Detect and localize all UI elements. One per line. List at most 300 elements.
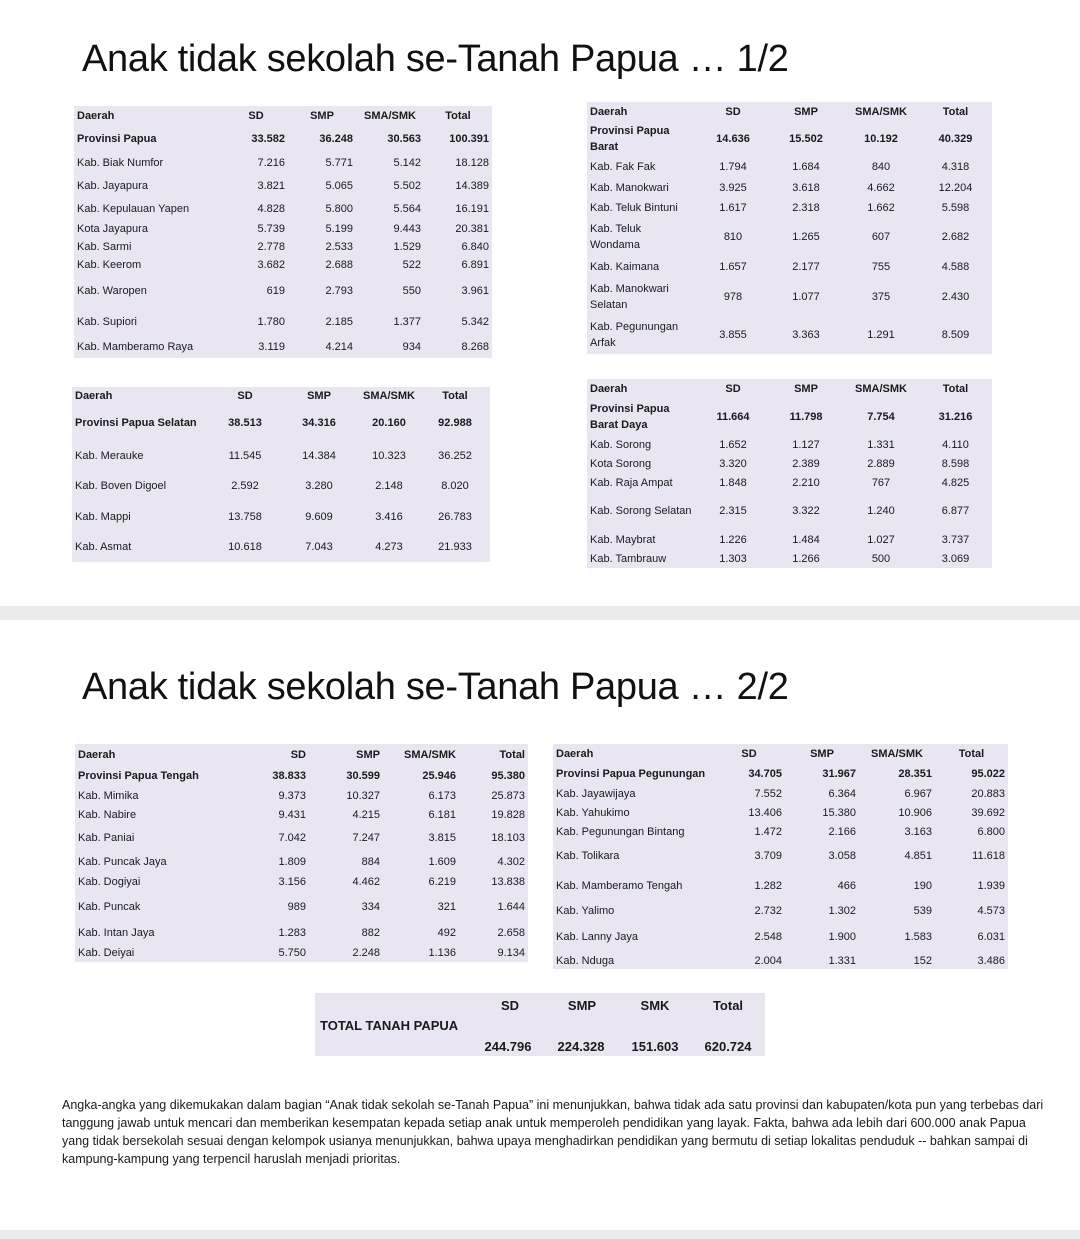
region-name-cell: Kab. Sorong Selatan <box>590 505 692 517</box>
column-header-sma-smk: SMA/SMK <box>404 749 456 761</box>
value-cell: 2.185 <box>325 316 353 328</box>
table-header-row <box>75 744 528 766</box>
value-cell: 1.657 <box>719 261 747 273</box>
value-cell: 2.177 <box>792 261 820 273</box>
value-cell: 1.127 <box>792 438 820 451</box>
value-cell: 10.618 <box>228 541 262 553</box>
value-cell: 1.377 <box>393 316 421 328</box>
value-cell: 2.210 <box>792 476 820 489</box>
value-cell: 30.563 <box>387 133 421 145</box>
column-header-total: Total <box>942 106 969 118</box>
region-name-cell: Provinsi Papua Pegunungan <box>556 768 706 780</box>
value-cell: 8.509 <box>941 329 970 341</box>
column-header-sd: SD <box>248 110 264 122</box>
value-cell: 10.327 <box>346 789 380 802</box>
region-name-cell: Kab. Yalimo <box>556 905 615 917</box>
value-cell: 755 <box>871 261 891 273</box>
value-cell: 3.156 <box>278 875 306 888</box>
value-cell: 25.946 <box>422 770 456 782</box>
value-cell: 2.315 <box>719 505 747 517</box>
table-row <box>74 256 492 274</box>
value-cell: 1.303 <box>719 552 747 565</box>
region-name-cell: Kab. Intan Jaya <box>78 927 155 939</box>
value-cell: 882 <box>361 927 380 939</box>
value-cell: 2.793 <box>325 285 353 297</box>
value-cell: 38.833 <box>272 770 306 782</box>
province-row <box>587 122 992 156</box>
value-cell: 8.020 <box>441 480 469 492</box>
value-cell: 5.564 <box>393 203 421 215</box>
value-cell: 7.247 <box>352 832 380 844</box>
value-cell: 1.226 <box>719 533 747 546</box>
value-cell: 190 <box>913 880 932 892</box>
value-cell: 550 <box>402 285 421 297</box>
value-cell: 3.163 <box>904 825 932 838</box>
table-provinsi-papua-pegunungan <box>553 744 1008 969</box>
table-row <box>587 435 992 454</box>
value-cell: 2.548 <box>754 931 782 943</box>
slide-2 <box>0 620 1080 1230</box>
value-cell: 2.248 <box>352 946 380 959</box>
table-row <box>74 152 492 174</box>
region-name-cell: Kab. Puncak <box>78 901 141 913</box>
value-cell: 9.373 <box>278 789 306 802</box>
value-cell: 4.588 <box>941 261 970 273</box>
region-name-cell: Kab. Asmat <box>75 541 132 553</box>
table-row <box>587 473 992 492</box>
value-cell: 18.103 <box>491 832 525 844</box>
value-cell: 934 <box>402 341 421 353</box>
value-cell: 607 <box>871 231 891 243</box>
value-cell: 5.750 <box>278 946 306 959</box>
region-name-cell: Kab. Mimika <box>78 789 139 802</box>
value-cell: 1.848 <box>719 476 747 489</box>
column-header-total: Total <box>445 110 471 122</box>
column-header-smp: SMP <box>356 749 380 761</box>
region-name-cell: Kab. Sorong <box>590 438 652 451</box>
value-cell: 7.216 <box>257 157 285 169</box>
value-cell: 4.110 <box>942 438 969 451</box>
region-name-cell: Kab. Puncak Jaya <box>78 856 167 868</box>
column-header-daerah: Daerah <box>77 110 115 122</box>
value-cell: 767 <box>871 476 891 489</box>
value-cell: 3.821 <box>257 180 285 192</box>
table-row <box>75 923 528 943</box>
table-row <box>587 218 992 256</box>
column-header-sma-smk: SMA/SMK <box>363 390 415 402</box>
value-cell: 3.069 <box>941 552 970 565</box>
value-cell: 4.662 <box>867 182 895 194</box>
value-cell: 4.214 <box>325 341 353 353</box>
value-cell: 2.166 <box>828 825 856 838</box>
value-cell: 28.351 <box>898 768 932 780</box>
value-cell: 2.732 <box>754 905 782 917</box>
region-name-cell: Kab. Jayapura <box>77 180 148 192</box>
value-cell: 6.877 <box>941 505 970 517</box>
bottom-separator <box>0 1230 1080 1239</box>
value-cell: 11.545 <box>228 450 262 462</box>
value-cell: 1.282 <box>754 880 782 892</box>
region-name-cell: Kab. Dogiyai <box>78 875 141 888</box>
table-row <box>72 471 490 501</box>
region-name-cell: Kab. Jayawijaya <box>556 787 636 800</box>
value-cell: 92.988 <box>438 417 472 429</box>
total-tanah-papua-box <box>315 993 765 1056</box>
value-cell: 8.268 <box>461 341 489 353</box>
table-header-row <box>553 744 1008 764</box>
value-cell: 4.462 <box>352 875 380 888</box>
province-row <box>553 764 1008 784</box>
column-header-daerah: Daerah <box>78 749 116 761</box>
column-header-sma-smk: SMA/SMK <box>855 383 907 395</box>
table-row <box>587 549 992 568</box>
table-row <box>587 316 992 354</box>
value-cell: 619 <box>266 285 285 297</box>
value-cell: 6.967 <box>904 787 932 800</box>
value-cell: 1.331 <box>867 438 895 451</box>
value-cell: 3.815 <box>428 832 456 844</box>
value-cell: 3.280 <box>305 480 333 492</box>
value-cell: 1.136 <box>428 946 456 959</box>
value-cell: 4.273 <box>375 541 403 553</box>
value-cell: 7.552 <box>754 787 782 800</box>
value-cell: 3.709 <box>754 850 782 862</box>
value-cell: 3.855 <box>719 329 747 341</box>
value-cell: 1.484 <box>792 533 820 546</box>
table-row <box>553 921 1008 953</box>
table-row <box>553 784 1008 803</box>
table-row <box>587 492 992 530</box>
value-cell: 1.684 <box>792 161 820 173</box>
table-row <box>75 805 528 824</box>
value-cell: 1.077 <box>792 291 820 303</box>
column-header-total: Total <box>499 749 525 761</box>
value-cell: 2.148 <box>375 480 403 492</box>
total-header-smp: SMP <box>567 998 597 1013</box>
value-cell: 95.380 <box>491 770 525 782</box>
value-cell: 18.128 <box>455 157 489 169</box>
table-row <box>74 198 492 220</box>
value-cell: 7.754 <box>867 411 895 423</box>
value-cell: 3.486 <box>977 955 1005 967</box>
value-cell: 1.529 <box>393 241 421 253</box>
slide-2-title: Anak tidak sekolah se-Tanah Papua … 2/2 <box>82 666 789 708</box>
value-cell: 5.800 <box>325 203 353 215</box>
table-row <box>75 943 528 962</box>
value-cell: 9.609 <box>305 510 333 523</box>
table-row <box>587 530 992 549</box>
value-cell: 1.609 <box>428 856 456 868</box>
column-header-sd: SD <box>290 749 306 761</box>
table-row <box>72 532 490 562</box>
value-cell: 36.252 <box>438 450 472 462</box>
value-cell: 3.320 <box>719 457 747 470</box>
table-row <box>553 841 1008 871</box>
value-cell: 12.204 <box>938 182 973 194</box>
value-cell: 2.658 <box>497 927 525 939</box>
region-name-cell: Provinsi Papua Barat <box>590 125 670 153</box>
column-header-sma-smk: SMA/SMK <box>855 106 907 118</box>
value-cell: 1.266 <box>792 552 820 565</box>
value-cell: 2.778 <box>257 241 285 253</box>
table-row <box>74 238 492 256</box>
column-header-smp: SMP <box>794 383 818 395</box>
value-cell: 810 <box>723 231 743 243</box>
value-cell: 9.443 <box>393 223 421 235</box>
value-cell: 2.592 <box>231 480 259 492</box>
value-cell: 39.692 <box>971 806 1005 819</box>
table-row <box>74 220 492 238</box>
value-cell: 1.809 <box>278 856 306 868</box>
value-cell: 539 <box>913 905 932 917</box>
value-cell: 14.384 <box>302 450 336 462</box>
value-cell: 34.316 <box>302 417 336 429</box>
value-cell: 4.851 <box>904 850 932 862</box>
region-name-cell: Kab. Tambrauw <box>590 552 667 565</box>
column-header-smp: SMP <box>794 106 818 118</box>
value-cell: 34.705 <box>748 768 782 780</box>
table-row <box>72 441 490 471</box>
table-row <box>74 308 492 336</box>
value-cell: 492 <box>437 927 456 939</box>
table-row <box>587 278 992 316</box>
region-name-cell: Kab. Mappi <box>75 510 131 523</box>
value-cell: 4.828 <box>257 203 285 215</box>
table-provinsi-papua <box>74 106 492 358</box>
value-cell: 6.181 <box>428 808 456 821</box>
region-name-cell: Kab. Lanny Jaya <box>556 931 638 943</box>
value-cell: 5.065 <box>325 180 353 192</box>
table-header-row <box>587 102 992 122</box>
column-header-sd: SD <box>725 383 741 395</box>
value-cell: 2.004 <box>754 955 782 967</box>
value-cell: 4.825 <box>941 476 970 489</box>
value-cell: 3.363 <box>792 329 820 341</box>
region-name-cell: Kab. Teluk Bintuni <box>590 202 678 214</box>
region-name-cell: Kab. Mamberamo Raya <box>77 341 194 353</box>
value-cell: 321 <box>437 901 456 913</box>
value-cell: 11.798 <box>789 411 823 423</box>
value-cell: 31.967 <box>822 768 856 780</box>
region-name-cell: Kab. Fak Fak <box>590 161 656 173</box>
value-cell: 1.644 <box>497 901 525 913</box>
value-cell: 2.430 <box>941 291 970 303</box>
region-name-cell: Kota Sorong <box>590 457 652 470</box>
table-row <box>553 901 1008 921</box>
value-cell: 6.800 <box>977 825 1005 838</box>
region-name-cell: Kab. Mamberamo Tengah <box>556 880 683 892</box>
value-cell: 15.380 <box>822 806 856 819</box>
value-cell: 30.599 <box>346 770 380 782</box>
value-cell: 10.323 <box>372 450 406 462</box>
value-cell: 15.502 <box>789 133 823 145</box>
region-name-cell: Kab. Manokwari <box>590 182 669 194</box>
table-provinsi-papua-selatan <box>72 387 490 562</box>
value-cell: 2.688 <box>325 259 353 271</box>
value-cell: 7.043 <box>305 541 333 553</box>
value-cell: 5.739 <box>257 223 285 235</box>
province-row <box>74 126 492 152</box>
value-cell: 2.889 <box>867 457 895 470</box>
value-cell: 2.682 <box>941 231 970 243</box>
value-cell: 1.302 <box>828 905 856 917</box>
region-name-cell: Kab. Nduga <box>556 955 615 967</box>
table-row <box>75 824 528 852</box>
value-cell: 152 <box>913 955 932 967</box>
column-header-sd: SD <box>725 106 741 118</box>
value-cell: 6.173 <box>428 789 456 802</box>
value-cell: 6.219 <box>428 875 456 888</box>
value-cell: 978 <box>723 291 743 303</box>
value-cell: 3.416 <box>375 510 403 523</box>
value-cell: 6.364 <box>828 787 856 800</box>
value-cell: 3.925 <box>719 182 747 194</box>
value-cell: 5.771 <box>325 157 353 169</box>
province-row <box>72 405 490 441</box>
region-name-cell: Kab. Supiori <box>77 316 137 328</box>
value-cell: 33.582 <box>251 133 285 145</box>
value-cell: 3.119 <box>258 341 285 353</box>
value-cell: 4.215 <box>352 808 380 821</box>
value-cell: 20.883 <box>971 787 1005 800</box>
total-header-smk: SMK <box>640 998 670 1013</box>
value-cell: 375 <box>871 291 891 303</box>
value-cell: 3.961 <box>461 285 489 297</box>
province-row <box>75 766 528 786</box>
region-name-cell: Kab. Tolikara <box>556 850 620 862</box>
value-cell: 1.780 <box>257 316 285 328</box>
value-cell: 14.636 <box>716 133 750 145</box>
value-cell: 1.652 <box>719 438 747 451</box>
value-cell: 36.248 <box>319 133 353 145</box>
value-cell: 1.283 <box>278 927 306 939</box>
table-header-row <box>587 379 992 399</box>
value-cell: 1.331 <box>828 955 856 967</box>
value-cell: 21.933 <box>438 541 472 553</box>
region-name-cell: Kab. Boven Digoel <box>75 480 167 492</box>
value-cell: 9.431 <box>278 808 306 821</box>
region-name-cell: Kab. Paniai <box>78 832 135 844</box>
value-cell: 1.939 <box>977 880 1005 892</box>
region-name-cell: Kab. Pegunungan Arfak <box>590 321 679 349</box>
value-cell: 5.342 <box>461 316 489 328</box>
value-cell: 25.873 <box>491 789 525 802</box>
column-header-daerah: Daerah <box>590 383 628 395</box>
region-name-cell: Kota Jayapura <box>77 223 148 235</box>
value-cell: 3.737 <box>941 533 970 546</box>
value-cell: 100.391 <box>449 133 489 145</box>
value-cell: 334 <box>361 901 380 913</box>
table-row <box>74 174 492 198</box>
value-cell: 466 <box>837 880 856 892</box>
value-cell: 10.906 <box>898 806 932 819</box>
total-value-sd: 244.796 <box>484 1039 532 1054</box>
value-cell: 5.502 <box>393 180 421 192</box>
region-name-cell: Provinsi Papua Selatan <box>75 417 197 429</box>
column-header-daerah: Daerah <box>590 106 628 118</box>
table-row <box>75 786 528 805</box>
total-header-sd: SD <box>500 998 520 1013</box>
value-cell: 11.664 <box>716 411 750 423</box>
value-cell: 14.389 <box>455 180 489 192</box>
value-cell: 2.318 <box>792 202 820 214</box>
value-cell: 5.598 <box>941 202 970 214</box>
value-cell: 19.828 <box>491 808 525 821</box>
table-row <box>75 872 528 891</box>
table-row <box>553 803 1008 822</box>
region-name-cell: Kab. Waropen <box>77 285 147 297</box>
table-row <box>74 336 492 358</box>
value-cell: 840 <box>871 161 891 173</box>
column-header-smp: SMP <box>307 390 331 402</box>
value-cell: 1.240 <box>867 505 895 517</box>
value-cell: 1.472 <box>754 825 782 838</box>
value-cell: 16.191 <box>455 203 489 215</box>
table-row <box>587 178 992 198</box>
value-cell: 13.838 <box>491 875 525 888</box>
column-header-sma-smk: SMA/SMK <box>871 748 923 760</box>
value-cell: 3.058 <box>828 850 856 862</box>
table-row <box>553 953 1008 969</box>
total-value-smk: 151.603 <box>631 1039 679 1054</box>
table-row <box>72 501 490 532</box>
region-name-cell: Provinsi Papua Barat Daya <box>590 403 670 431</box>
value-cell: 7.042 <box>278 832 306 844</box>
region-name-cell: Kab. Kepulauan Yapen <box>77 203 190 215</box>
table-header-row <box>74 106 492 126</box>
region-name-cell: Kab. Nabire <box>78 808 137 821</box>
value-cell: 6.840 <box>461 241 489 253</box>
region-name-cell: Kab. Merauke <box>75 450 144 462</box>
value-cell: 6.031 <box>977 931 1005 943</box>
table-provinsi-papua-barat-daya <box>587 379 992 568</box>
column-header-total: Total <box>958 748 985 760</box>
value-cell: 1.794 <box>719 161 747 173</box>
slide-1-title: Anak tidak sekolah se-Tanah Papua … 1/2 <box>82 38 789 80</box>
value-cell: 38.513 <box>228 417 262 429</box>
summary-paragraph: Angka-angka yang dikemukakan dalam bagian “Anak tidak sekolah se-Tanah Papua” ini menunjukkan, bahwa tidak ada satu provinsi dan kabupaten/kota pun yang terbebas dari tanggung jawab untuk mencari dan memberikan kesempatan kepada setiap anak untuk memperoleh pendidikan yang layak. Fakta, bahwa ada lebih dari 600.000 anak Papua yang tidak bersekolah sesuai dengan kelompok usianya menunjukkan, bahwa upaya menghadirkan pendidikan yang bermutu di setiap lokalitas penduduk -- bahkan sampai di kampung-kampung yang terpencil haruslah menjadi prioritas. <box>62 1098 1044 1166</box>
column-header-total: Total <box>442 390 468 402</box>
value-cell: 4.302 <box>497 856 525 868</box>
region-name-cell: Kab. Pegunungan Bintang <box>556 825 685 838</box>
column-header-daerah: Daerah <box>556 748 594 760</box>
value-cell: 20.160 <box>372 417 406 429</box>
column-header-sd: SD <box>237 390 253 402</box>
table-provinsi-papua-tengah <box>75 744 528 962</box>
value-cell: 11.618 <box>972 850 1005 862</box>
value-cell: 26.783 <box>438 510 472 523</box>
region-name-cell: Kab. Biak Numfor <box>77 157 164 169</box>
column-header-total: Total <box>942 383 969 395</box>
region-name-cell: Kab. Keerom <box>77 259 142 271</box>
value-cell: 4.318 <box>941 161 970 173</box>
value-cell: 1.583 <box>904 931 932 943</box>
value-cell: 2.533 <box>325 241 353 253</box>
value-cell: 1.662 <box>867 202 895 214</box>
value-cell: 1.027 <box>867 533 895 546</box>
value-cell: 5.199 <box>325 223 353 235</box>
value-cell: 95.022 <box>971 768 1005 780</box>
total-value-smp: 224.328 <box>557 1039 605 1054</box>
table-row <box>553 871 1008 901</box>
column-header-sma-smk: SMA/SMK <box>364 110 416 122</box>
table-row <box>587 198 992 218</box>
value-cell: 1.265 <box>792 231 820 243</box>
value-cell: 1.617 <box>719 202 747 214</box>
value-cell: 3.322 <box>792 505 820 517</box>
value-cell: 3.618 <box>792 182 820 194</box>
table-header-row <box>72 387 490 405</box>
